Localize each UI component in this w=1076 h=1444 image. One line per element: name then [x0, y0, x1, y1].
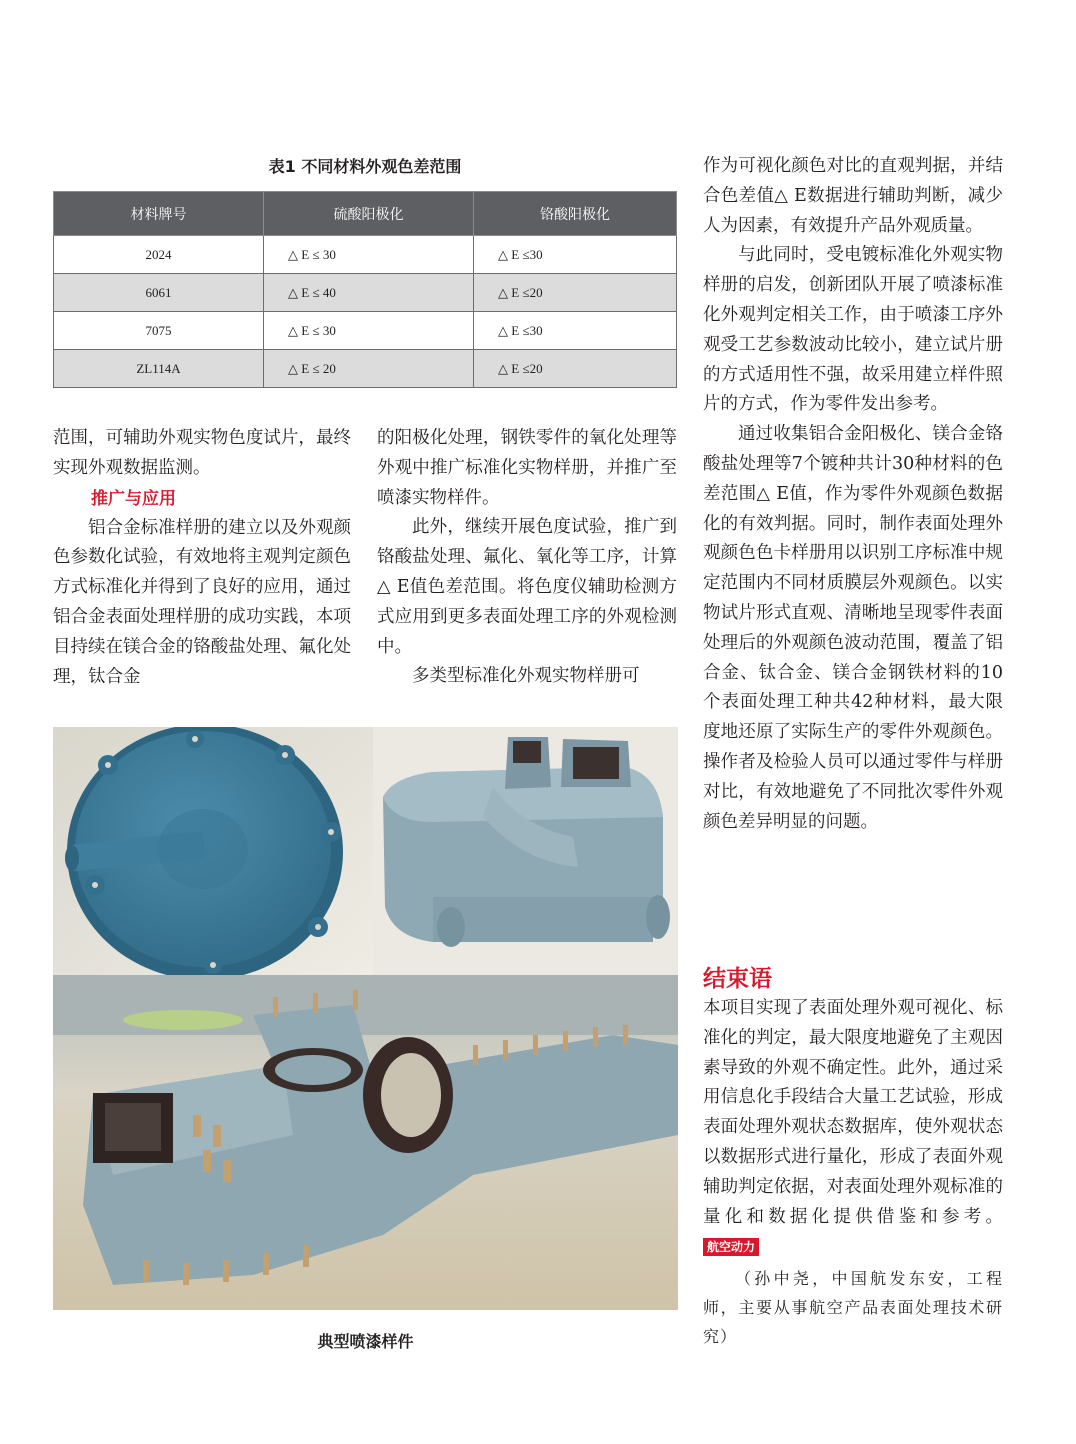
mid-paragraph-1: 的阳极化处理，钢铁零件的氧化处理等外观中推广标准化实物样册，并推广至喷漆实物样件。 [377, 428, 677, 508]
figure-caption: 典型喷漆样件 [317, 1332, 414, 1351]
table-row [54, 236, 677, 274]
table-row [54, 274, 677, 312]
table-cell: 2024 [54, 236, 264, 274]
section-heading-promotion: 推广与应用 [91, 488, 176, 509]
round-cover-illustration [53, 727, 373, 975]
magazine-logo-badge: 航空动力 [703, 1238, 759, 1256]
conclusion-paragraph: 本项目实现了表面处理外观可视化、标准化的判定，最大限度地避免了主观因素导致的外观不确定性。此外，通过采用信息化手段结合大量工艺试验，形成表面处理外观状态数据库，使外观状态以数据形式进行量化，形成了表面外观辅助判定依据，对表面处理外观标准的量化和数据化提供借鉴和参考。 航空动力 [703, 998, 1003, 1254]
mid-paragraph-3: 多类型标准化外观实物样册可 [412, 666, 640, 687]
table-row [54, 312, 677, 350]
table-cell: △ E ≤ 30 [264, 236, 474, 274]
mid-paragraph-2: 此外，继续开展色度试验，推广到铬酸盐处理、氟化、氧化等工序，计算△ E值色差范围。将色度仪辅助检测方式应用到更多表面处理工序的外观检测中。 [377, 517, 677, 657]
author-bio: （孙中尧，中国航发东安，工程师，主要从事航空产品表面处理技术研究） [703, 1269, 1003, 1347]
left-paragraph-2: 铝合金标准样册的建立以及外观颜色参数化试验，有效地将主观判定颜色方式标准化并得到了良好的应用，通过铝合金表面处理样册的成功实践，本项目持续在镁合金的铬酸盐处理、氟化处理，钛合金 [53, 517, 351, 687]
section-heading-conclusion: 结束语 [703, 966, 772, 992]
table-cell: △ E ≤20 [474, 274, 677, 312]
housing-illustration [373, 727, 678, 975]
photo-round-cover [53, 727, 373, 975]
table-row [54, 350, 677, 388]
table-cell: △ E ≤ 20 [264, 350, 474, 388]
header-chromic: 铬酸阳极化 [474, 192, 677, 236]
table-caption: 表1 不同材料外观色差范围 [268, 157, 462, 176]
large-case-illustration [53, 975, 678, 1310]
table-header-row [54, 192, 677, 236]
table-cell: △ E ≤ 30 [264, 312, 474, 350]
color-difference-table [53, 191, 677, 388]
middle-column [377, 424, 677, 692]
table-cell: 6061 [54, 274, 264, 312]
table-cell: △ E ≤30 [474, 236, 677, 274]
table-cell: ZL114A [54, 350, 264, 388]
table-cell: △ E ≤ 40 [264, 274, 474, 312]
right-paragraph-3: 通过收集铝合金阳极化、镁合金铬酸盐处理等7个镀种共计30种材料的色差范围△ E值，作为零件外观颜色数据化的有效判据。同时，制作表面处理外观颜色色卡样册用以识别工序标准中规定范围内不同材质膜层外观颜色。以实物试片形式直观、清晰地呈现零件表面处理后的外观颜色波动范围，覆盖了铝合金、钛合金、镁合金钢铁材料的10个表面处理工种共42种材料，最大限度地还原了实际生产的零件外观颜色。操作者及检验人员可以通过零件与样册对比，有效地避免了不同批次零件外观颜色差异明显的问题。 [703, 424, 1003, 832]
table-cell: △ E ≤30 [474, 312, 677, 350]
right-paragraph-1: 作为可视化颜色对比的直观判据，并结合色差值△ E数据进行辅助判断，减少人为因素，有效提升产品外观质量。 [703, 156, 1003, 236]
header-sulfuric: 硫酸阳极化 [264, 192, 474, 236]
table-cell: 7075 [54, 312, 264, 350]
photo-large-case [53, 975, 678, 1310]
photo-housing [373, 727, 678, 975]
table-cell: △ E ≤20 [474, 350, 677, 388]
left-column [53, 424, 351, 692]
left-paragraph-1: 范围，可辅助外观实物色度试片，最终实现外观数据监测。 [53, 428, 351, 478]
right-paragraph-2: 与此同时，受电镀标准化外观实物样册的启发，创新团队开展了喷漆标准化外观判定相关工作，由于喷漆工序外观受工艺参数波动比较小，建立试片册的方式适用性不强，故采用建立样件照片的方式，作为零件发出参考。 [703, 245, 1003, 415]
right-column [703, 152, 1003, 837]
header-material: 材料牌号 [54, 192, 264, 236]
conclusion-block [703, 994, 1003, 1351]
